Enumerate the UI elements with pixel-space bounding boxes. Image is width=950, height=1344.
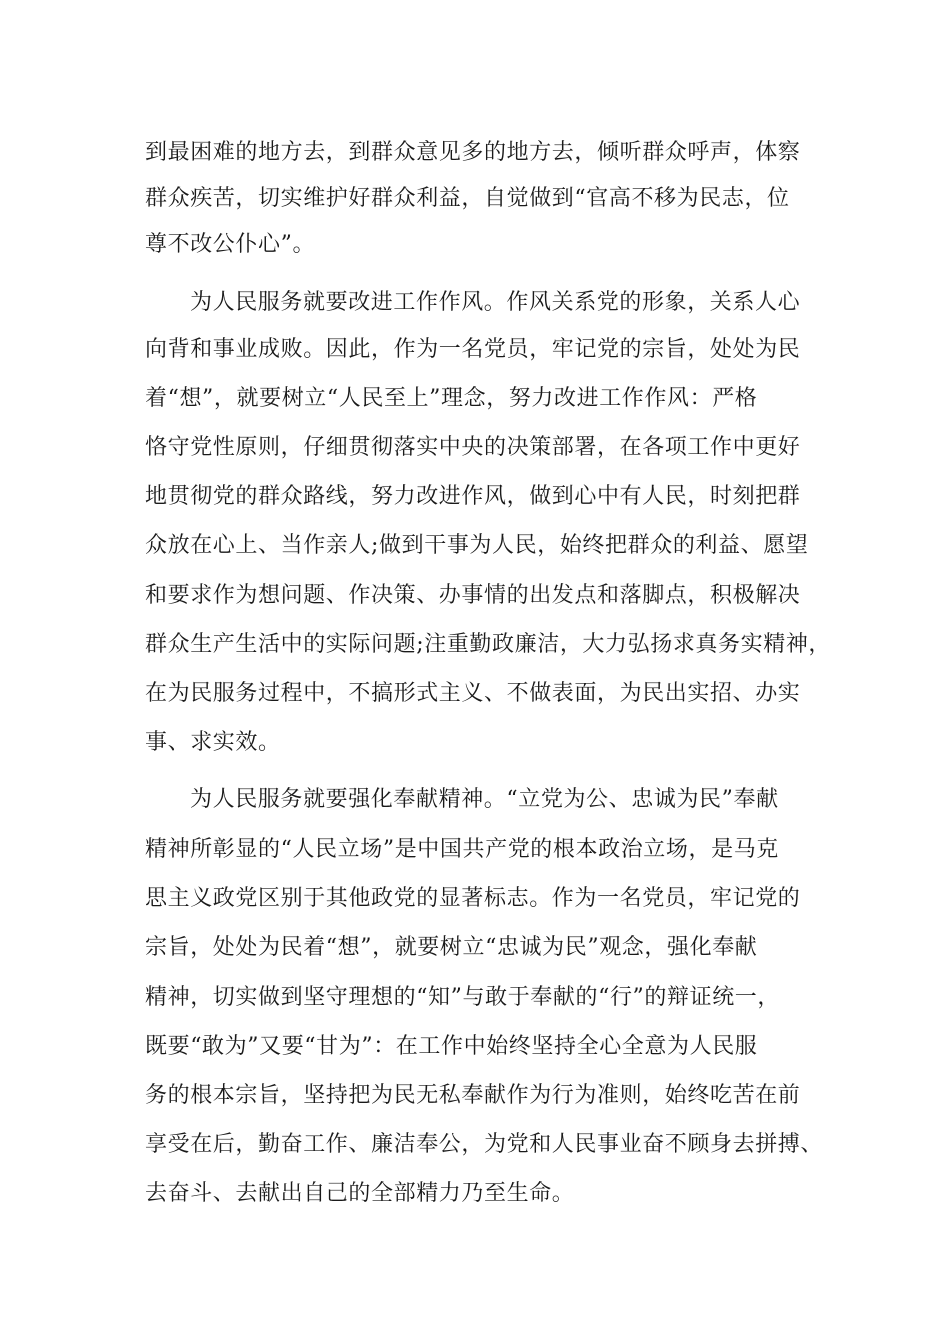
text-line: 群众疾苦，切实维护好群众利益，自觉做到“官高不移为民志，位 (145, 186, 790, 211)
text-line: 群众生产生活中的实际问题;注重勤政廉洁，大力弘扬求真务实精神， (145, 632, 832, 657)
text-line: 享受在后，勤奋工作、廉洁奉公，为党和人民事业奋不顾身去拼搏、 (145, 1132, 824, 1157)
text-line: 思主义政党区别于其他政党的显著标志。作为一名党员，牢记党的 (145, 886, 801, 911)
text-line: 恪守党性原则，仔细贯彻落实中央的决策部署，在各项工作中更好 (145, 435, 801, 460)
text-line: 精神，切实做到坚守理想的“知”与敢于奉献的“行”的辩证统一， (145, 985, 780, 1010)
text-line: 为人民服务就要改进工作作风。作风关系党的形象，关系人心 (190, 290, 801, 315)
text-line: 地贯彻党的群众路线，努力改进作风，做到心中有人民，时刻把群 (145, 484, 801, 509)
text-line: 务的根本宗旨，坚持把为民无私奉献作为行为准则，始终吃苦在前 (145, 1083, 801, 1108)
text-line: 着“想”，就要树立“人民至上”理念，努力改进工作作风：严格 (145, 386, 758, 411)
text-line: 尊不改公仆心”。 (145, 232, 316, 257)
text-line: 到最困难的地方去，到群众意见多的地方去，倾听群众呼声，体察 (145, 140, 801, 165)
text-line: 向背和事业成败。因此，作为一名党员，牢记党的宗旨，处处为民 (145, 337, 801, 362)
text-line: 在为民服务过程中，不搞形式主义、不做表面，为民出实招、办实 (145, 681, 801, 706)
text-line: 和要求作为想问题、作决策、办事情的出发点和落脚点，积极解决 (145, 583, 801, 608)
text-line: 众放在心上、当作亲人;做到干事为人民，始终把群众的利益、愿望 (145, 533, 809, 558)
text-line: 为人民服务就要强化奉献精神。“立党为公、忠诚为民”奉献 (190, 787, 779, 812)
text-line: 去奋斗、去献出自己的全部精力乃至生命。 (145, 1181, 575, 1206)
text-line: 既要“敢为”又要“甘为”：在工作中始终坚持全心全意为人民服 (145, 1034, 758, 1059)
text-line: 事、求实效。 (145, 730, 281, 755)
text-line: 精神所彰显的“人民立场”是中国共产党的根本政治立场，是马克 (145, 837, 779, 862)
text-line: 宗旨，处处为民着“想”，就要树立“忠诚为民”观念，强化奉献 (145, 935, 758, 960)
